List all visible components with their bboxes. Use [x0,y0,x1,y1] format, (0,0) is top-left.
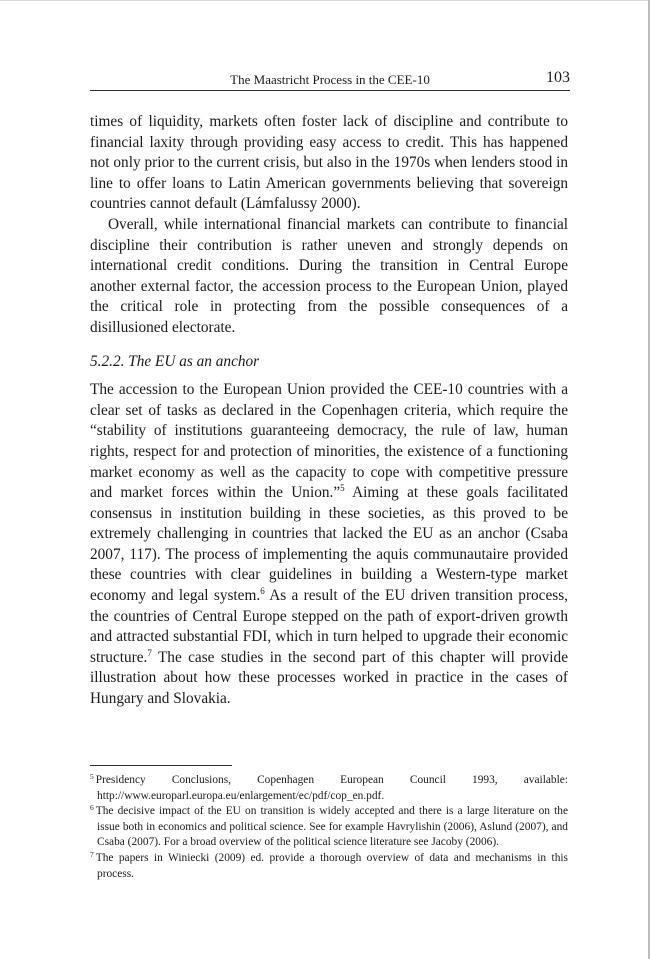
footnote-text: The decisive impact of the EU on transition is widely accepted and there is a large literature on the issue both in economics and political science. See for example Havrylishin (2006), Aslund (2007), and Csaba (2007). For a broad overview of the political science literature see Jacoby (2006). [95,805,568,849]
footnotes [90,773,568,882]
section-heading: 5.2.2. The EU as an anchor [90,352,260,370]
footnote [90,851,568,882]
footnote-mark: 7 [90,849,94,859]
paragraph-text-part: As a result of the EU driven transition process, the countries of Central Europe stepped on the path of export-driven growth and attracted substantial FDI, which in turn helped to upgrade their economic structure. [90,587,568,666]
main-body-text [90,112,568,710]
footnote [90,773,568,804]
paragraph-text-part: The accession to the European Union provided the CEE-10 countries with a clear set of tasks as declared in the Copenhagen criteria, which require the “stability of institutions guaranteeing democracy, the rule of law, human rights, respect for and protection of minorities, the existence of a functioning market economy as well as the capacity to cope with competitive pressure and market forces within the Union.” [90,381,568,502]
paragraph-text-part: Aiming at these goals facilitated consensus in institution building in these societies, as this proved to be extremely challenging in countries that lacked the EU as an anchor (Csaba 2007, 117). The process of implementing the aquis communautaire provided these countries with clear guidelines in building a Western-type market economy and legal system. [90,484,568,605]
footnote-reference: 6 [260,586,265,597]
footnote [90,804,568,851]
footnote-separator [90,765,232,766]
page-top-edge [0,0,650,1]
paragraph-continued: times of liquidity, markets often foster lack of discipline and contribute to financial laxity through providing easy access to credit. This has happened not only prior to the current crisis, but also in the 1970s when lenders stood in line to offer loans to Latin American governments believing that sovereign countries cannot default (Lámfalussy 2000). [90,113,568,213]
footnote-mark: 5 [90,772,94,781]
footnote-reference: 5 [340,483,345,494]
footnote-text: The papers in Winiecki (2009) ed. provide a thorough overview of data and mechanisms in this process. [95,851,568,880]
page-number: 103 [546,69,570,86]
footnote-text: Presidency Conclusions, Copenhagen European Council 1993, available: http://www.europarl.europa.eu/enlargement/ec/pdf/cop_en.pdf. [95,774,568,802]
running-head-title: The Maastricht Process in the CEE-10 [230,72,430,87]
paragraph-overall: Overall, while international financial markets can contribute to financial discipline their contribution is rather uneven and strongly depends on international credit conditions. During the transition in Central Europe another external factor, the accession process to the European Union, played the critical role in protecting from the possible consequences of a disillusioned electorate. [90,215,568,336]
running-head [90,70,570,91]
footnote-mark: 6 [90,803,94,813]
paragraph-text-part: The case studies in the second part of this chapter will provide illustration about how these processes worked in practice in the cases of Hungary and Slovakia. [90,648,568,708]
footnote-reference: 7 [147,647,152,658]
paragraph-eu-anchor [90,380,568,710]
